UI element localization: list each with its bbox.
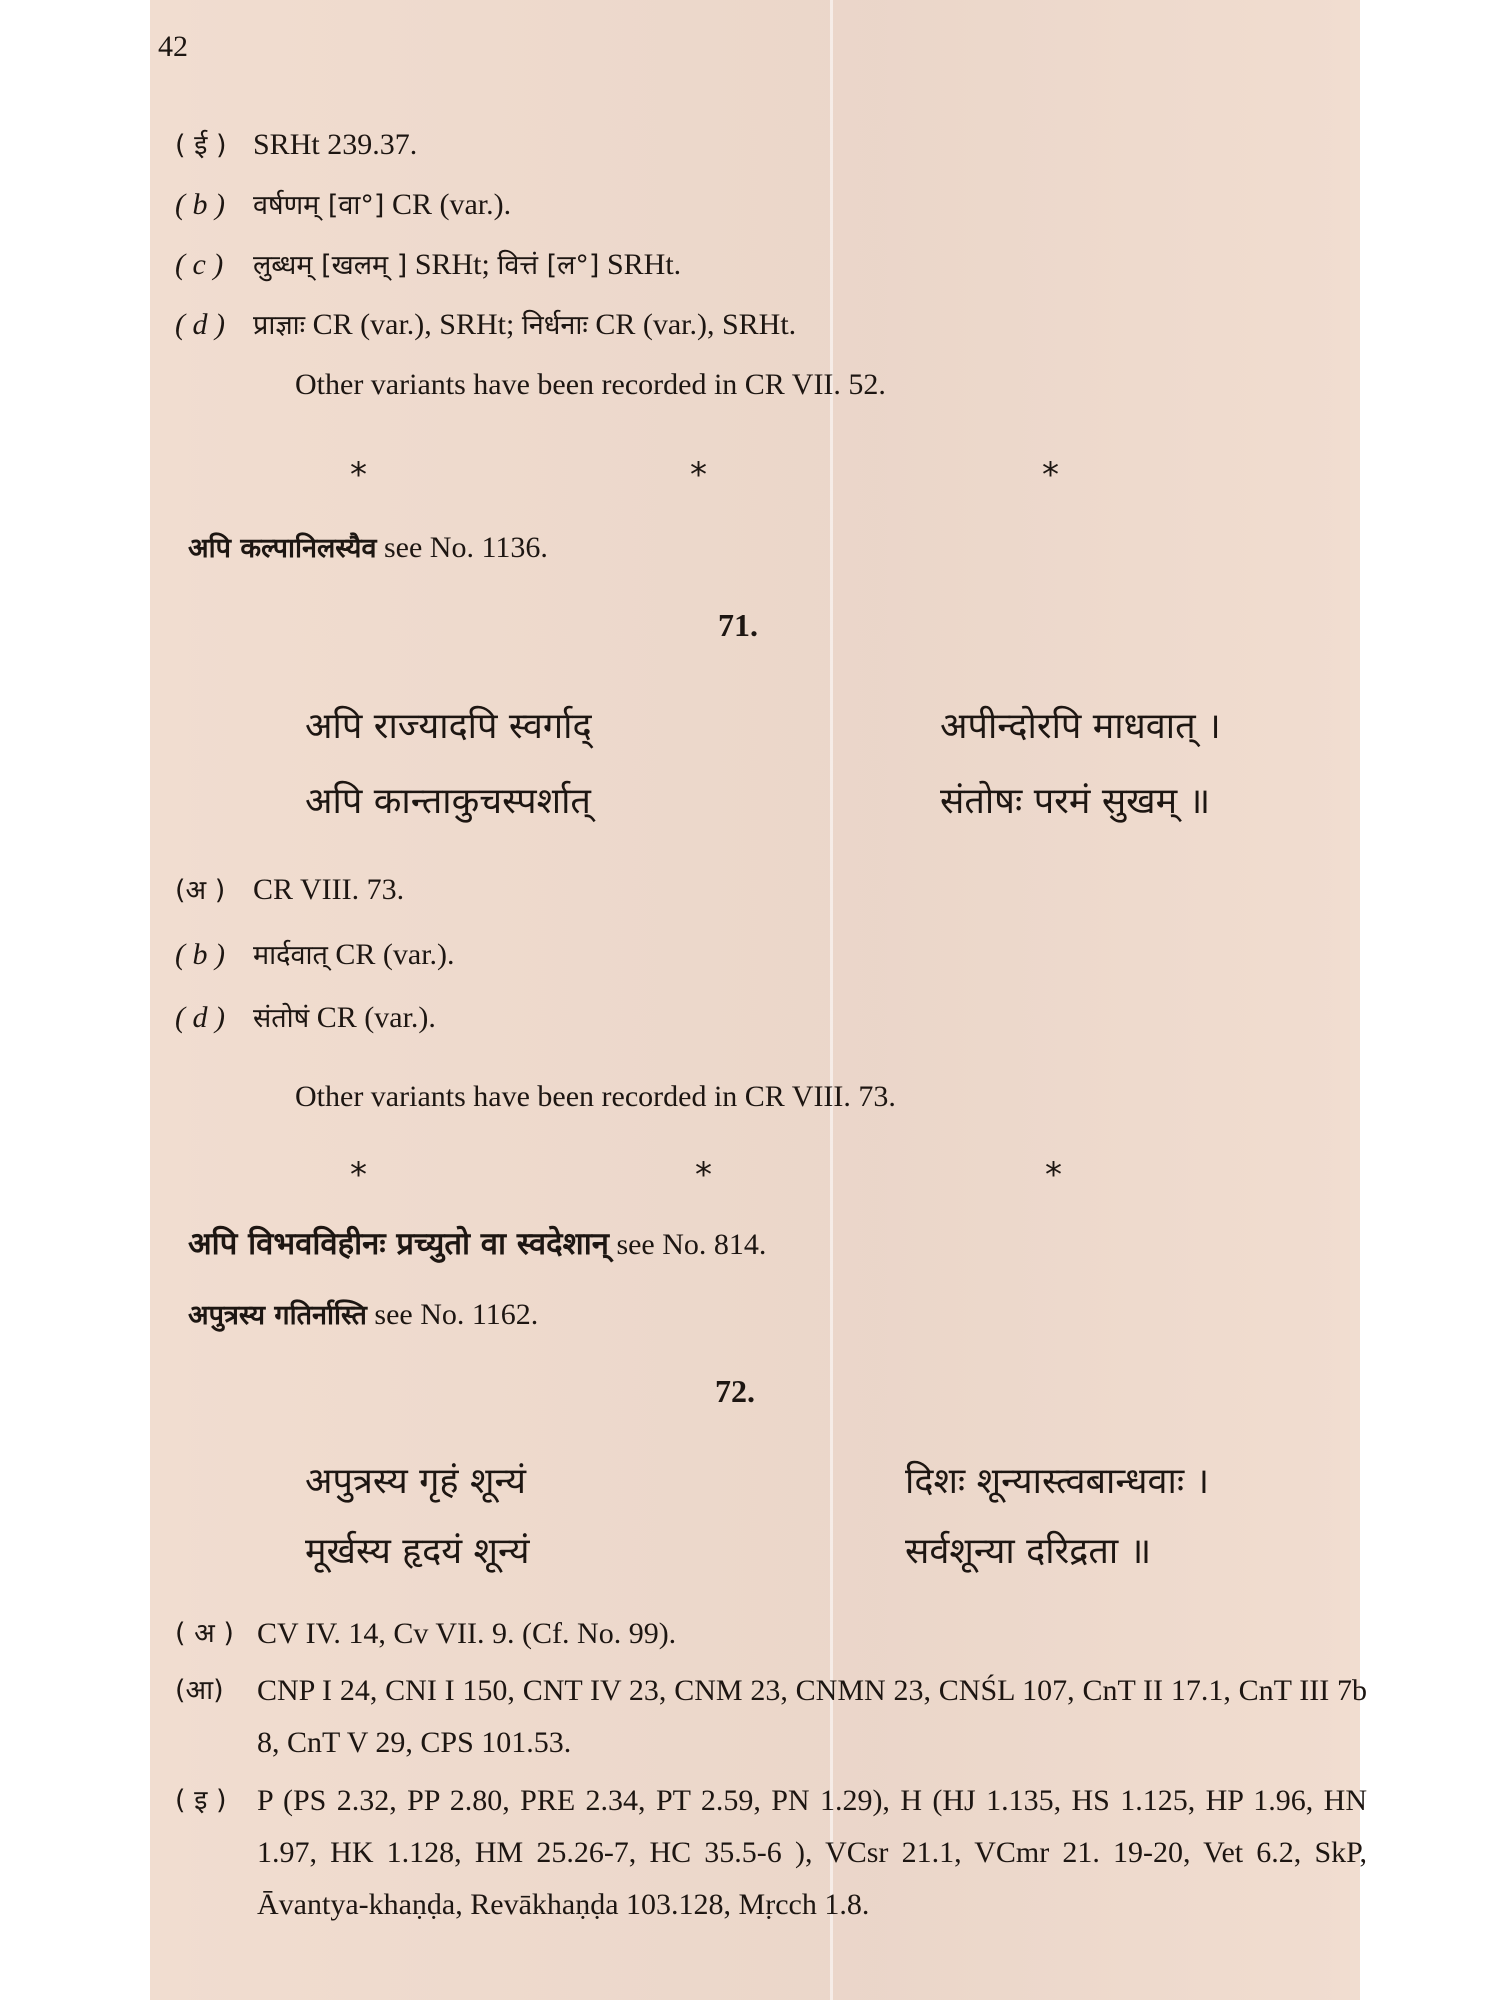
separator-star: * — [350, 455, 367, 495]
other-variants-71: Other variants have been recorded in CR VIII. 73. — [295, 1080, 896, 1113]
note-a — [175, 870, 404, 907]
note-text: CR (var.). — [335, 938, 455, 971]
verse-pada: दिशः शून्यास्त्वबान्धवाः । — [905, 1461, 1210, 1502]
verse-line — [305, 775, 1305, 825]
note-b — [175, 185, 511, 222]
note-a — [175, 1608, 1370, 1660]
entry-number: 71. — [718, 607, 758, 643]
entry-number: 72. — [715, 1373, 755, 1409]
verse-pada: मूर्खस्य हृदयं शून्यं — [305, 1531, 530, 1572]
note-text: CR (var.). — [391, 188, 512, 221]
crossref-devanagari: अपुत्रस्य गतिर्नास्ति — [188, 1300, 367, 1331]
crossref-1 — [188, 528, 548, 565]
note-text: SRHt 239.37. — [253, 128, 418, 161]
separator-star: * — [1042, 455, 1059, 495]
note-text-2: SRHt. — [606, 248, 682, 281]
book-page — [150, 0, 1367, 2000]
separator-star: * — [1045, 1155, 1062, 1195]
crossref-devanagari: अपि विभवविहीनः प्रच्युतो वा स्वदेशान् — [188, 1226, 609, 1262]
separator-star: * — [690, 455, 707, 495]
note-d — [175, 305, 796, 342]
note-i — [175, 125, 417, 162]
crossref-text: see No. 1136. — [383, 531, 548, 564]
page-number: 42 — [158, 30, 188, 63]
verse-pada: अपि राज्यादपि स्वर्गाद् — [305, 706, 592, 747]
note-text: SRHt; — [414, 248, 498, 281]
note-d — [175, 998, 436, 1035]
crossref-devanagari: अपि कल्पानिलस्यैव — [188, 533, 377, 564]
note-text: CNP I 24, CNI I 150, CNT IV 23, CNM 23, CNMN 23, CNŚL 107, CnT II 17.1, CnT III 7b 8, CnT V 29, CPS 101.53. — [257, 1674, 1367, 1759]
verse-pada: अपुत्रस्य गृहं शून्यं — [305, 1461, 526, 1502]
note-devanagari: प्राज्ञाः — [253, 310, 306, 341]
note-text: CR VIII. 73. — [253, 873, 405, 906]
note-label: ( b ) — [175, 938, 225, 971]
note-i — [175, 1775, 1370, 1931]
note-text: CV IV. 14, Cv VII. 9. (Cf. No. 99). — [257, 1617, 677, 1650]
verse-line — [305, 1525, 1305, 1575]
note-label: ( b ) — [175, 188, 225, 221]
note-text: CR (var.), SRHt; — [312, 308, 522, 341]
note-aa — [175, 1665, 1370, 1769]
note-label: ( ई ) — [175, 130, 227, 161]
note-devanagari: लुब्धम् [खलम् ] — [253, 250, 408, 281]
separator-star: * — [350, 1155, 367, 1195]
other-variants-70: Other variants have been recorded in CR VII. 52. — [295, 368, 886, 401]
note-label: ( c ) — [175, 248, 224, 281]
note-label: ( d ) — [175, 308, 225, 341]
note-c — [175, 245, 681, 282]
note-devanagari-2: निर्धनाः — [521, 310, 588, 341]
crossref-text: see No. 1162. — [374, 1298, 539, 1331]
verse-pada: अपीन्दोरपि माधवात् । — [940, 706, 1221, 747]
note-devanagari: संतोषं — [253, 1003, 310, 1034]
crossref-3 — [188, 1295, 538, 1332]
note-label: (अ ) — [175, 875, 226, 906]
verse-pada: संतोषः परमं सुखम् ॥ — [940, 781, 1211, 822]
crossref-2 — [188, 1222, 766, 1264]
note-text: CR (var.). — [316, 1001, 436, 1034]
note-label: (आ) — [175, 1675, 224, 1706]
note-devanagari: मार्दवात् — [253, 940, 328, 971]
note-text: P (PS 2.32, PP 2.80, PRE 2.34, PT 2.59, PN 1.29), H (HJ 1.135, HS 1.125, HP 1.96, HN 1.97, HK 1.128, HM 25.26-7, HC 35.5-6 ), VCsr 21.1, VCmr 21. 19-20, Vet 6.2, SkP, Āvantya-khaṇḍa, Revākhaṇḍa 103.128, Mṛcch 1.8. — [257, 1784, 1367, 1921]
separator-star: * — [695, 1155, 712, 1195]
verse-line — [305, 1455, 1305, 1505]
note-devanagari-2: वित्तं [ल°] — [497, 250, 600, 281]
note-label: ( d ) — [175, 1001, 225, 1034]
crossref-text: see No. 814. — [616, 1228, 767, 1261]
note-label: ( अ ) — [175, 1618, 234, 1649]
verse-pada: सर्वशून्या दरिद्रता ॥ — [905, 1531, 1152, 1572]
note-text-2: CR (var.), SRHt. — [595, 308, 797, 341]
verse-line — [305, 700, 1305, 750]
note-b — [175, 935, 455, 972]
note-label: ( इ ) — [175, 1785, 227, 1816]
verse-pada: अपि कान्ताकुचस्पर्शात् — [305, 781, 591, 822]
note-devanagari: वर्षणम् [वा°] — [253, 190, 385, 221]
